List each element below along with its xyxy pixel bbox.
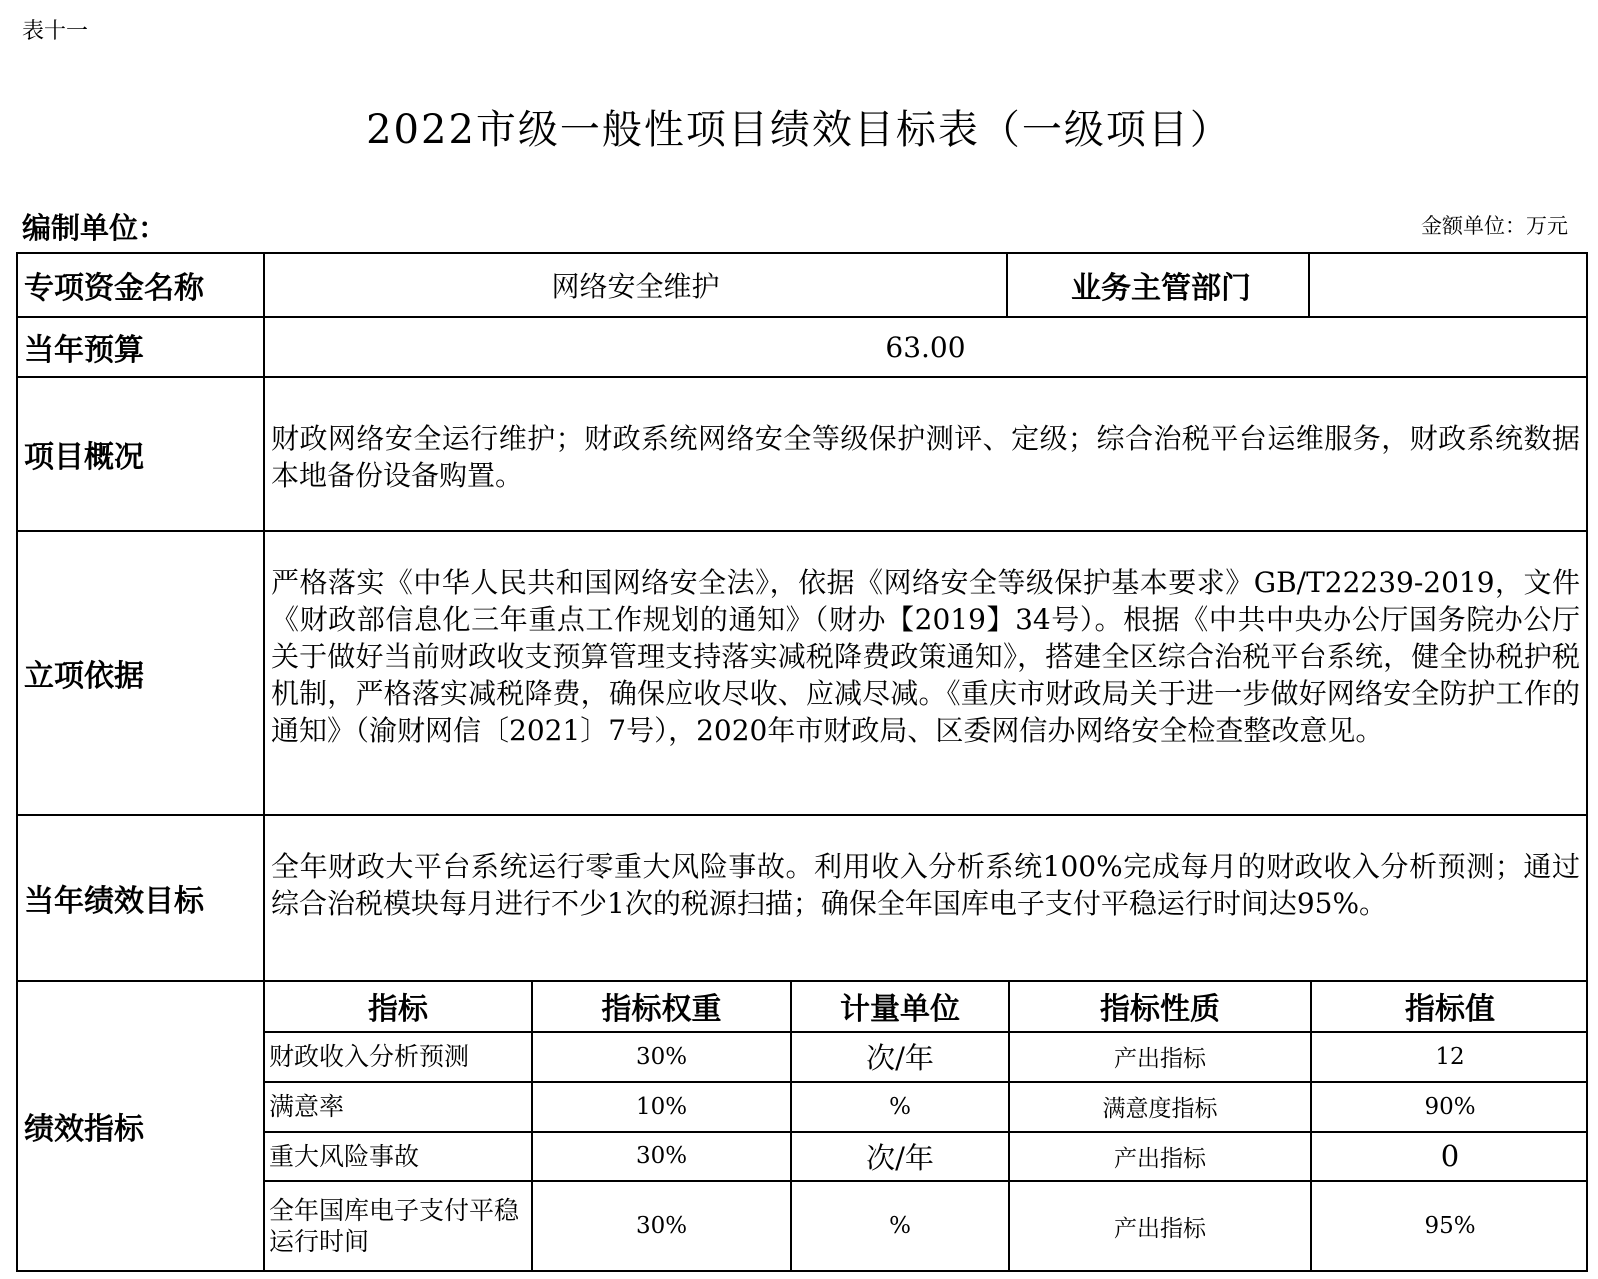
indicator-name: 全年国库电子支付平稳运行时间 <box>265 1181 532 1270</box>
amount-unit-label: 金额单位：万元 <box>1421 214 1568 238</box>
basis-label: 立项依据 <box>17 531 264 815</box>
header-unit: 计量单位 <box>791 982 1009 1032</box>
indicator-unit: 次/年 <box>791 1132 1009 1182</box>
budget-row <box>17 317 1587 377</box>
table-row <box>265 1082 1588 1132</box>
goal-row <box>17 815 1587 981</box>
overview-text: 财政网络安全运行维护；财政系统网络安全等级保护测评、定级；综合治税平台运维服务，财政系统数据本地备份设备购置。 <box>264 377 1587 531</box>
overview-label: 项目概况 <box>17 377 264 531</box>
table-number-label: 表十一 <box>22 19 89 44</box>
indicator-value: 90% <box>1311 1082 1588 1132</box>
indicator-nature: 产出指标 <box>1009 1132 1311 1182</box>
table-row <box>265 1032 1588 1082</box>
budget-value: 63.00 <box>264 317 1587 377</box>
table-row <box>265 1181 1588 1270</box>
goal-text: 全年财政大平台系统运行零重大风险事故。利用收入分析系统100%完成每月的财政收入分析预测；通过综合治税模块每月进行不少1次的税源扫描；确保全年国库电子支付平稳运行时间达95%。 <box>264 815 1587 981</box>
indicator-value: 95% <box>1311 1181 1588 1270</box>
indicator-name: 财政收入分析预测 <box>265 1032 532 1082</box>
header-indicator: 指标 <box>368 992 428 1028</box>
table-row <box>265 1132 1588 1182</box>
performance-target-table <box>16 252 1588 1272</box>
fund-name-row <box>17 253 1587 317</box>
department-label: 业务主管部门 <box>1007 253 1309 317</box>
indicator-weight: 30% <box>532 1132 791 1182</box>
indicator-unit: % <box>791 1082 1009 1132</box>
header-value: 指标值 <box>1311 982 1588 1032</box>
indicator-unit: 次/年 <box>791 1032 1009 1082</box>
basis-text: 严格落实《中华人民共和国网络安全法》，依据《网络安全等级保护基本要求》GB/T22239-2019，文件《财政部信息化三年重点工作规划的通知》（财办【2019】34号）。根据《中共中央办公厅国务院办公厅关于做好当前财政收支预算管理支持落实减税降费政策通知》，搭建全区综合治税平台系统，健全协税护税机制，严格落实减税降费，确保应收尽收、应减尽减。《重庆市财政局关于进一步做好网络安全防护工作的通知》（渝财网信〔2021〕7号），2020年市财政局、区委网信办网络安全检查整改意见。 <box>264 531 1587 815</box>
budget-label: 当年预算 <box>17 317 264 377</box>
page-title: 2022市级一般性项目绩效目标表（一级项目） <box>366 107 1232 153</box>
indicator-weight: 30% <box>532 1181 791 1270</box>
indicators-label: 绩效指标 <box>17 981 264 1271</box>
indicator-nature: 满意度指标 <box>1009 1082 1311 1132</box>
indicator-weight: 10% <box>532 1082 791 1132</box>
indicator-name: 重大风险事故 <box>265 1132 532 1182</box>
indicator-unit: % <box>791 1181 1009 1270</box>
indicator-nature: 产出指标 <box>1009 1032 1311 1082</box>
indicator-value: 12 <box>1311 1032 1588 1082</box>
indicator-value: 0 <box>1311 1132 1588 1182</box>
department-value <box>1309 253 1587 317</box>
indicators-table <box>265 982 1588 1270</box>
overview-row <box>17 377 1587 531</box>
fund-name-value: 网络安全维护 <box>264 253 1007 317</box>
header-nature: 指标性质 <box>1009 982 1311 1032</box>
header-weight: 指标权重 <box>532 982 791 1032</box>
basis-row <box>17 531 1587 815</box>
indicators-header-row <box>265 982 1588 1032</box>
fund-name-label: 专项资金名称 <box>17 253 264 317</box>
goal-label: 当年绩效目标 <box>17 815 264 981</box>
indicator-name: 满意率 <box>265 1082 532 1132</box>
indicator-weight: 30% <box>532 1032 791 1082</box>
compiling-unit-label: 编制单位： <box>22 211 168 245</box>
indicators-cell <box>264 981 1587 1271</box>
indicator-nature: 产出指标 <box>1009 1181 1311 1270</box>
indicators-row <box>17 981 1587 1271</box>
